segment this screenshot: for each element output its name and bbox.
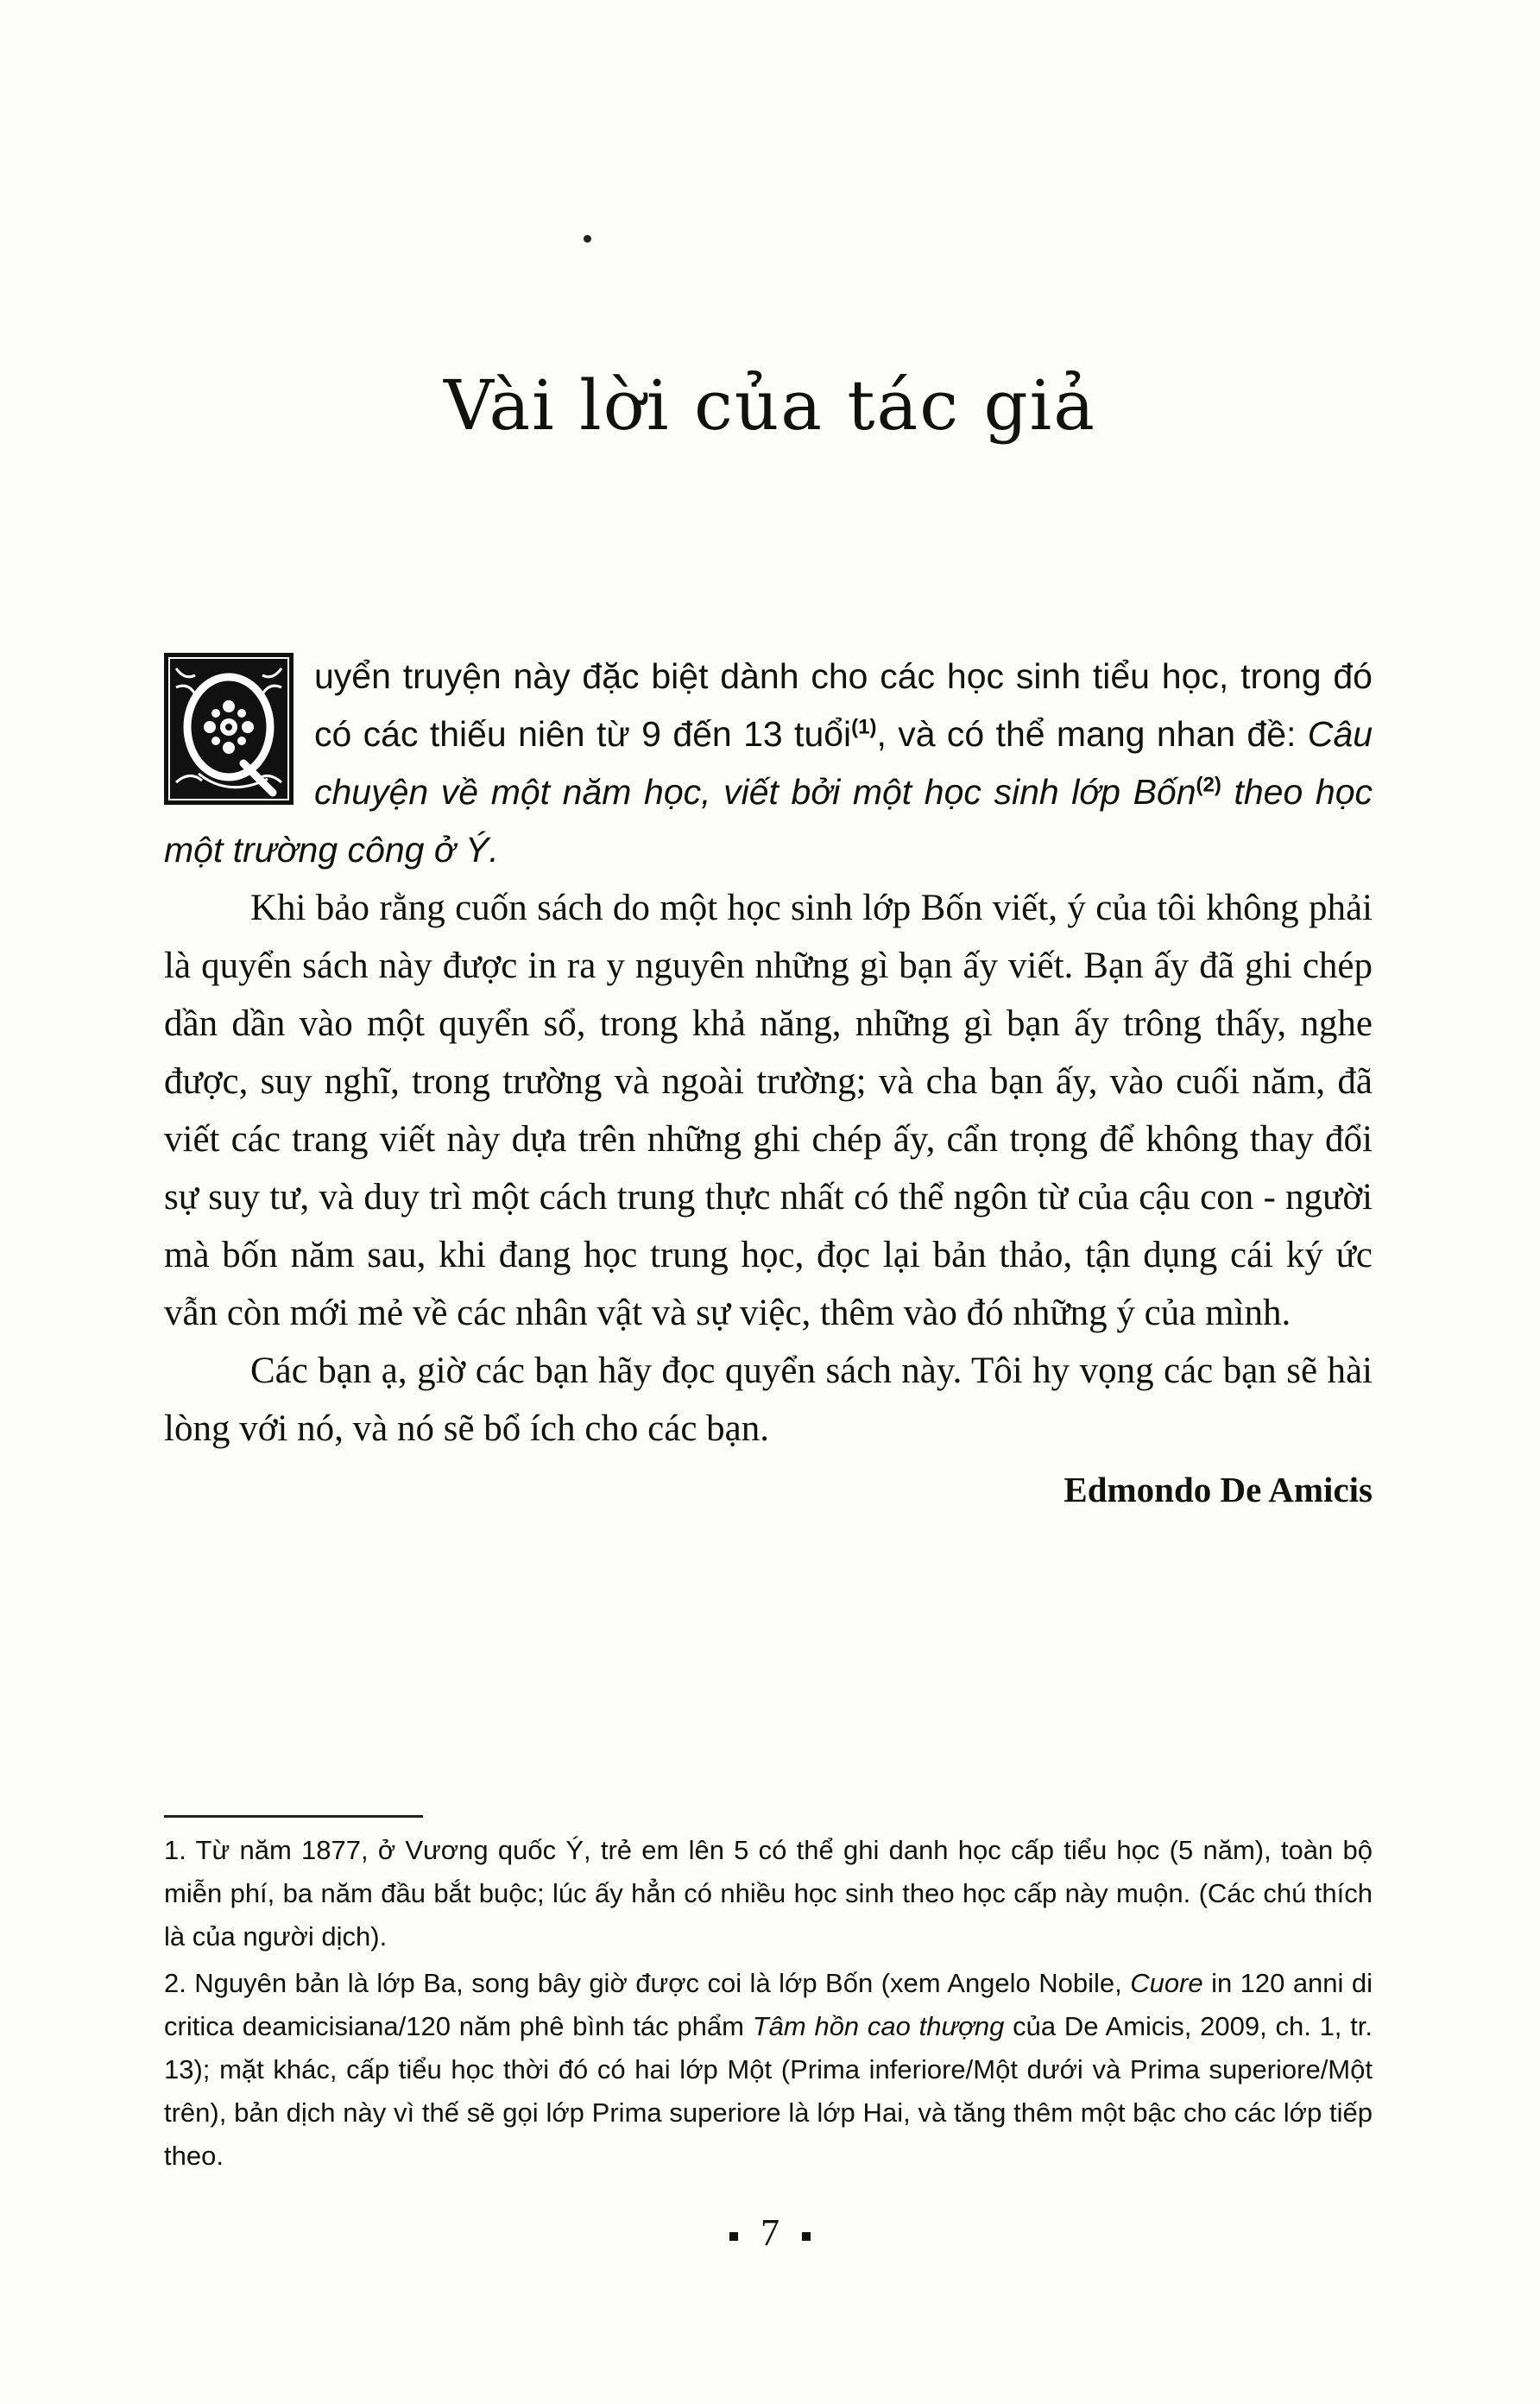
intro-text-2: , và có thể mang nhan đề: <box>876 714 1308 754</box>
page-number-value: 7 <box>761 2211 779 2254</box>
intro-italic-title: Câu chuyện về một năm học, viết bởi một học sinh lớp Bốn <box>314 714 1373 812</box>
footnote-divider <box>164 1815 423 1818</box>
intro-paragraph <box>164 648 1373 879</box>
footnote-ref-2[interactable]: (2) <box>1196 773 1221 797</box>
paragraph: Các bạn ạ, giờ các bạn hãy đọc quyển sách này. Tôi hy vọng các bạn sẽ hài lòng với nó, và nó sẽ bổ ích cho các bạn. <box>164 1351 1373 1449</box>
body-text <box>164 648 1373 1519</box>
intro-text-1: uyển truyện này đặc biệt dành cho các học sinh tiểu học, trong đó có các thiếu niên từ 9 đến 13 tuổi <box>314 656 1373 754</box>
footnote-2: 2. Nguyên bản là lớp Ba, song bây giờ được coi là lớp Bốn (xem Angelo Nobile, Cuore in 120 anni di critica deamicisiana/120 năm phê bình tác phẩm Tâm hồn cao thượng của De Amicis, 2009, ch. 1, tr. 13); mặt khác, cấp tiểu học thời đó có hai lớp Một (Prima inferiore/Một dưới và Prima superiore/Một trên), bản dịch này vì thế sẽ gọi lớp Prima superiore là lớp Hai, và tăng thêm một bậc cho các lớp tiếp theo. <box>164 1968 1373 2171</box>
footnote-ref-1[interactable]: (1) <box>851 715 877 739</box>
intro-italic-ending: theo học một trường công ở Ý. <box>164 772 1373 870</box>
decorative-dot <box>584 235 591 243</box>
page-number <box>0 2211 1540 2255</box>
footnotes <box>164 1829 1373 2181</box>
paragraph: Khi bảo rằng cuốn sách do một học sinh lớp Bốn viết, ý của tôi không phải là quyển sách này được in ra y nguyên những gì bạn ấy viết. Bạn ấy đã ghi chép dần dần vào một quyển sổ, trong khả năng, những gì bạn ấy trông thấy, nghe được, suy nghĩ, trong trường và ngoài trường; và cha bạn ấy, vào cuối năm, đã viết các trang viết này dựa trên những ghi chép ấy, cẩn trọng để không thay đổi sự suy tư, và duy trì một cách trung thực nhất có thể ngôn từ của cậu con - người mà bốn năm sau, khi đang học trung học, đọc lại bản thảo, tận dụng cái ký ức vẫn còn mới mẻ về các nhân vật và sự việc, thêm vào đó những ý của mình. <box>164 888 1373 1333</box>
drop-cap-ornament <box>164 653 293 805</box>
square-bullet-icon <box>729 2232 738 2241</box>
author-signature: Edmondo De Amicis <box>1063 1470 1373 1509</box>
page-title: Vài lời của tác giả <box>444 365 1096 446</box>
footnote-1: 1. Từ năm 1877, ở Vương quốc Ý, trẻ em lên 5 có thể ghi danh học cấp tiểu học (5 năm), toàn bộ miễn phí, ba năm đầu bắt buộc; lúc ấy hẳn có nhiều học sinh theo học cấp này muộn. (Các chú thích là của người dịch). <box>164 1835 1373 1952</box>
square-bullet-icon <box>802 2232 811 2241</box>
